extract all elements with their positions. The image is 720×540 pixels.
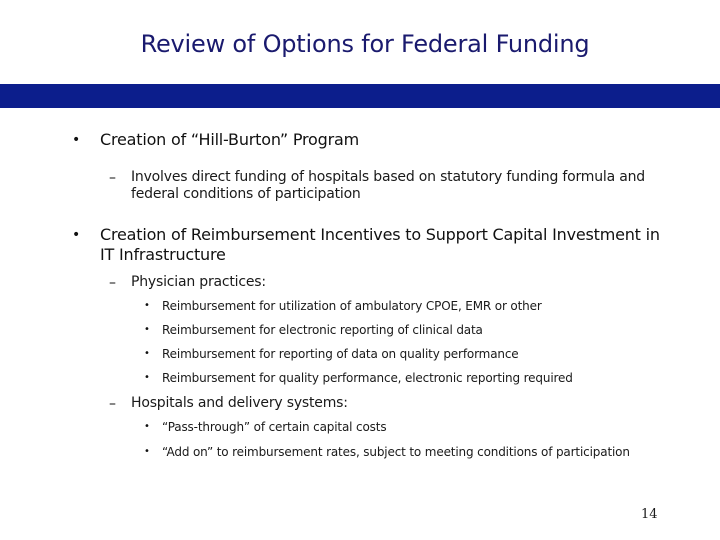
- physician-item-1: Reimbursement for utilization of ambulatory CPOE, EMR or other: [162, 299, 542, 313]
- bullet-icon: •: [144, 300, 150, 311]
- bullet-icon: •: [144, 348, 150, 359]
- physician-item-3: Reimbursement for reporting of data on quality performance: [162, 347, 519, 361]
- dash-icon: –: [109, 275, 116, 291]
- dash-icon: –: [109, 170, 116, 186]
- bullet-icon: •: [72, 227, 81, 243]
- dash-icon: –: [109, 396, 116, 412]
- hospital-item-2: “Add on” to reimbursement rates, subject to meeting conditions of participation: [162, 445, 630, 459]
- physician-practices-label: Physician practices:: [131, 274, 266, 290]
- hospitals-label: Hospitals and delivery systems:: [131, 395, 348, 411]
- bullet-icon: •: [144, 324, 150, 335]
- bullet-icon: •: [144, 446, 150, 457]
- physician-item-2: Reimbursement for electronic reporting of clinical data: [162, 323, 483, 337]
- bullet-2-line-2: IT Infrastructure: [100, 245, 226, 264]
- bullet-icon: •: [72, 132, 81, 148]
- bullet-1-sub-1-line-2: federal conditions of participation: [131, 186, 361, 202]
- physician-item-4: Reimbursement for quality performance, electronic reporting required: [162, 371, 573, 385]
- bullet-icon: •: [144, 421, 150, 432]
- page-number: 14: [641, 507, 658, 522]
- hospital-item-1: “Pass-through” of certain capital costs: [162, 420, 387, 434]
- bullet-icon: •: [144, 372, 150, 383]
- bullet-1-sub-1-line-1: Involves direct funding of hospitals based on statutory funding formula and: [131, 169, 645, 185]
- header-band: [0, 84, 720, 108]
- bullet-2-line-1: Creation of Reimbursement Incentives to Support Capital Investment in: [100, 225, 660, 244]
- bullet-1-text: Creation of “Hill-Burton” Program: [100, 130, 359, 149]
- slide-title: Review of Options for Federal Funding: [140, 30, 590, 58]
